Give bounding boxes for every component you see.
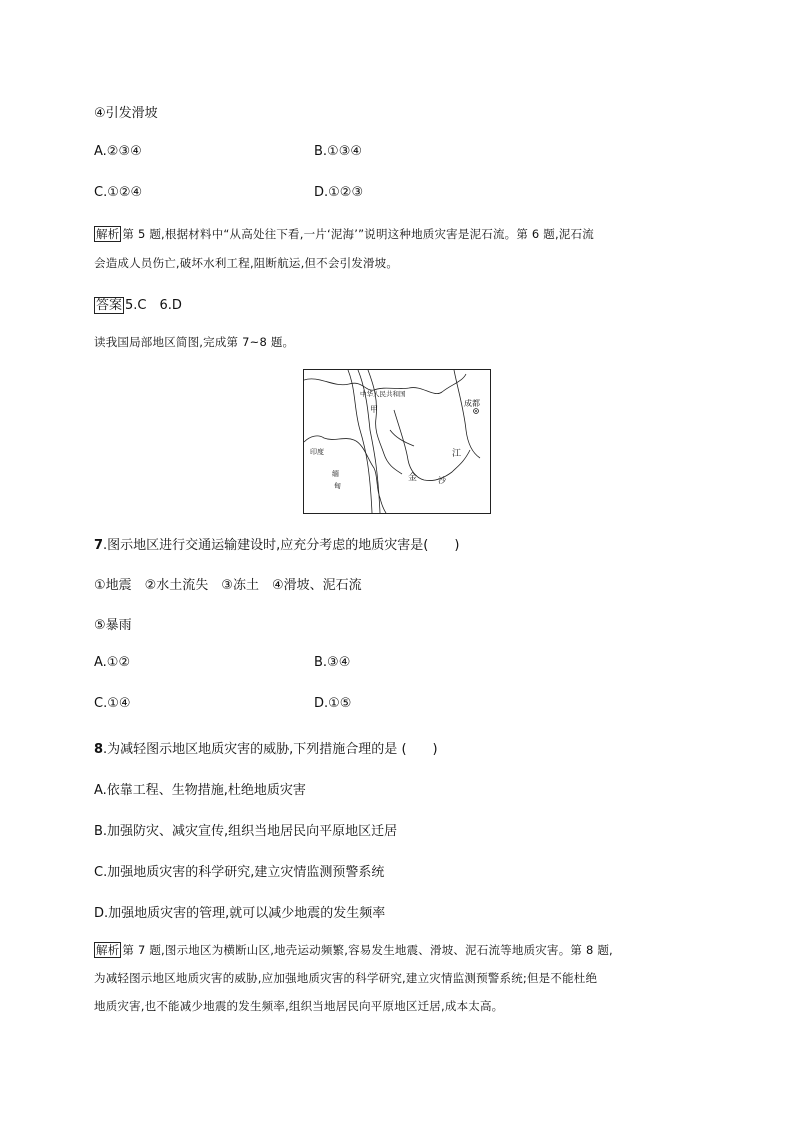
map-label-jia: 甲 xyxy=(370,405,378,414)
q7-option-5: ⑤暴雨 xyxy=(94,618,132,633)
analysis-1-text-1: 第 5 题,根据材料中“从高处往下看,一片‘泥海’”说明这种地质灾害是泥石流。第 6 题,泥石流 xyxy=(122,227,594,241)
q6-option-4: ④引发滑坡 xyxy=(94,106,158,121)
map-label-jin: 金 xyxy=(408,473,418,483)
map-label-myanmar-2: 甸 xyxy=(334,482,341,490)
analysis-1-line-1 xyxy=(94,226,594,242)
q7-option-b: B.③④ xyxy=(314,655,351,670)
q7-text: .图示地区进行交通运输建设时,应充分考虑的地质灾害是( ) xyxy=(103,538,460,553)
q7-option-a: A.①② xyxy=(94,655,131,670)
map-intro: 读我国局部地区简图,完成第 7~8 题。 xyxy=(94,335,295,349)
q7-stem xyxy=(94,534,459,553)
q6-options-row-1 xyxy=(94,144,363,159)
analysis-tag: 解析 xyxy=(96,943,120,957)
q8-option-a: A.依靠工程、生物措施,杜绝地质灾害 xyxy=(94,783,306,798)
map-label-sha: 沙 xyxy=(438,476,446,485)
q6-options-row-2 xyxy=(94,185,364,200)
analysis-2-line-2: 为减轻图示地区地质灾害的威胁,应加强地质灾害的科学研究,建立灾情监测预警系统;但是不能杜绝 xyxy=(94,971,598,985)
river-5 xyxy=(454,370,480,458)
map-label-country: 中华人民共和国 xyxy=(360,390,406,398)
analysis-tag: 解析 xyxy=(96,227,120,241)
q7-option-c: C.①④ xyxy=(94,696,131,711)
map-label-jiang: 江 xyxy=(452,449,462,459)
q8-number: 8 xyxy=(94,742,104,757)
region-map xyxy=(303,369,491,514)
q8-stem xyxy=(94,738,438,757)
city-marker-icon xyxy=(474,409,479,414)
q7-option-d: D.①⑤ xyxy=(314,696,352,711)
answer-1 xyxy=(94,294,182,313)
q8-text: .为减轻图示地区地质灾害的威胁,下列措施合理的是 ( ) xyxy=(103,742,438,757)
q7-options-row-1 xyxy=(94,655,351,670)
q8-option-d: D.加强地质灾害的管理,就可以减少地震的发生频率 xyxy=(94,906,386,921)
q7-options-line: ①地震 ②水土流失 ③冻土 ④滑坡、泥石流 xyxy=(94,578,362,593)
q8-option-c: C.加强地质灾害的科学研究,建立灾情监测预警系统 xyxy=(94,865,385,880)
map-label-myanmar-1: 缅 xyxy=(332,470,339,478)
river-6 xyxy=(390,430,414,446)
analysis-2-line-1 xyxy=(94,942,613,958)
river-4 xyxy=(394,410,470,481)
analysis-1-line-2: 会造成人员伤亡,破坏水利工程,阻断航运,但不会引发滑坡。 xyxy=(94,256,399,270)
q6-option-d: D.①②③ xyxy=(314,185,364,200)
analysis-2-line-3: 地质灾害,也不能减少地震的发生频率,组织当地居民向平原地区迁居,成本太高。 xyxy=(94,999,504,1013)
q7-number: 7 xyxy=(94,538,104,553)
map-label-chengdu: 成都 xyxy=(464,399,480,408)
q7-options-row-2 xyxy=(94,696,352,711)
answer-tag: 答案 xyxy=(96,298,123,313)
q6-option-c: C.①②④ xyxy=(94,185,143,200)
q6-option-a: A.②③④ xyxy=(94,144,142,159)
q8-option-b: B.加强防灾、减灾宣传,组织当地居民向平原地区迁居 xyxy=(94,824,398,839)
answer-text: 5.C 6.D xyxy=(125,298,182,313)
analysis-2-text-1: 第 7 题,图示地区为横断山区,地壳运动频繁,容易发生地震、滑坡、泥石流等地质灾害。第 8 题, xyxy=(122,943,613,957)
river-3 xyxy=(368,370,402,474)
q6-option-b: B.①③④ xyxy=(314,144,363,159)
map-label-india: 印度 xyxy=(310,448,324,456)
